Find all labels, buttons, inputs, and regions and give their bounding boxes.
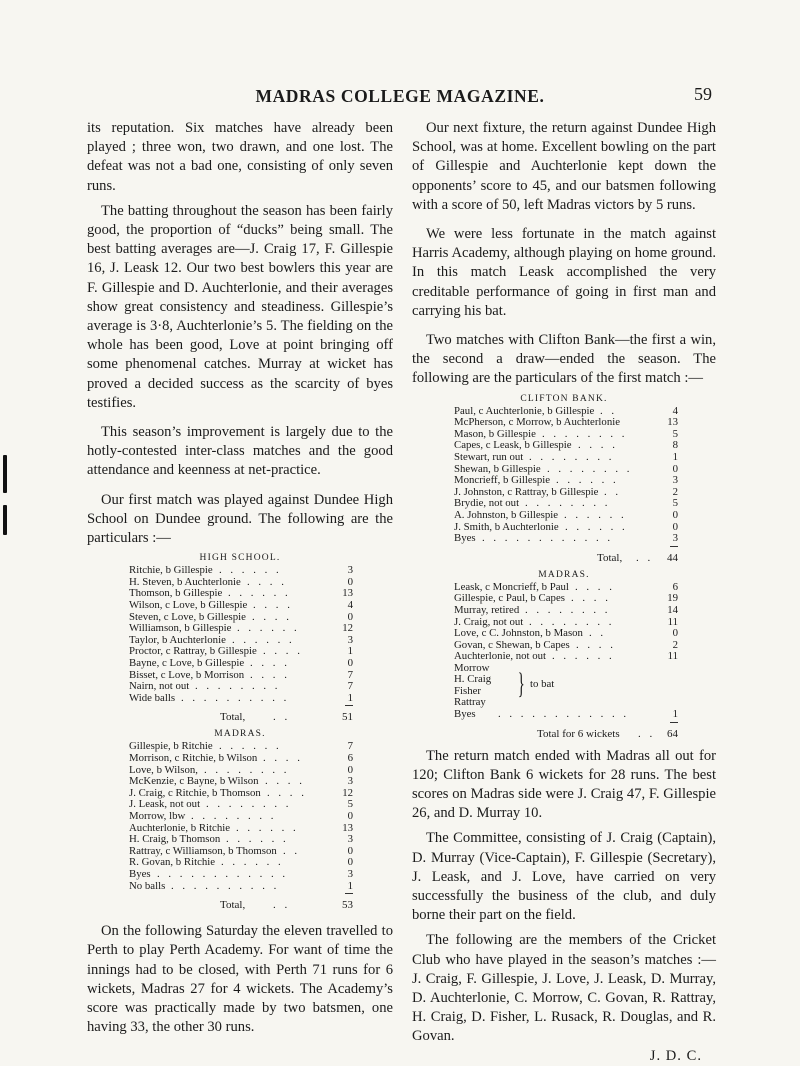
batsman-entry: A. Johnston, b Gillespie	[454, 508, 559, 521]
batsman-entry: J. Leask, not out	[129, 798, 201, 811]
batsman-entry: Auchterlonie, b Ritchie	[129, 821, 231, 834]
left-column	[87, 119, 393, 1037]
runs-value: 3	[347, 633, 353, 646]
runs-value: 19	[667, 592, 678, 605]
author-signature: J. D. C.	[649, 1047, 702, 1064]
runs-value: 7	[347, 668, 353, 681]
leader-dots: . . . .	[267, 786, 307, 799]
page-header	[0, 86, 800, 110]
leader-dots: . . . . . . . . . . . .	[482, 532, 614, 545]
scorecard-row	[412, 533, 716, 545]
leader-dots: . .	[604, 485, 622, 498]
runs-value: 1	[347, 645, 353, 658]
leader-dots: . . . .	[250, 657, 290, 670]
batsman-entry: Leask, c Moncrieff, b Paul	[454, 580, 569, 593]
leader-dots: . . . .	[265, 775, 305, 788]
leader-dots: . . . . . .	[221, 856, 284, 869]
scorecard-row	[412, 510, 716, 522]
leader-dots: . . . . . .	[228, 587, 291, 600]
scorecard-row: Byes . . . . . . . . . . . . 1	[454, 707, 678, 720]
magazine-title: MADRAS COLLEGE MAGAZINE.	[255, 86, 545, 106]
runs-value: 3	[347, 867, 353, 880]
batsman-entry: Williamson, b Gillespie	[129, 622, 232, 635]
leader-dots: . . . . . . . .	[525, 603, 611, 616]
leader-dots: . . . . . .	[232, 633, 295, 646]
batsman-entry: Wide balls	[129, 691, 176, 704]
scorecard-row	[412, 452, 716, 464]
runs-value: 2	[672, 638, 678, 651]
runs-value: 0	[672, 462, 678, 475]
leader-dots: . . . .	[571, 592, 611, 605]
runs-value: 5	[672, 497, 678, 510]
runs-value: 6	[347, 751, 353, 764]
batsman-entry: Gillespie, c Paul, b Capes	[454, 592, 565, 605]
scorecard-title: CLIFTON BANK.	[520, 393, 608, 404]
batsman-entry: J. Johnston, c Rattray, b Gillespie	[454, 485, 599, 498]
batsman-entry: Thomson, b Gillespie	[129, 587, 223, 600]
runs-value: 4	[347, 599, 353, 612]
leader-dots: . . . . . . . . . . . .	[157, 867, 289, 880]
leader-dots: . .	[600, 404, 618, 417]
leader-dots: . . . .	[578, 439, 618, 452]
runs-value: 2	[672, 485, 678, 498]
scorecard-madras-2	[412, 569, 716, 741]
batsman-entry: McPherson, c Morrow, b Auchterlonie	[454, 416, 621, 429]
paragraph: its reputation. Six matches have already been played ; three won, two drawn, and one lost. The defeat was not a bad one, consisting of only seven runs.	[87, 120, 393, 194]
runs-value: 11	[667, 650, 678, 663]
batsman-entry: Moncrieff, b Gillespie	[454, 474, 551, 487]
to-bat-name: Morrow	[454, 661, 490, 674]
leader-dots: . . . . . .	[219, 564, 282, 577]
scorecard-rows	[412, 582, 716, 663]
runs-value: 6	[672, 580, 678, 593]
batsman-entry: R. Govan, b Ritchie	[129, 856, 216, 869]
leader-dots: . . . .	[250, 668, 290, 681]
binding-mark-2	[3, 505, 7, 535]
batsman-entry: Paul, c Auchterlonie, b Gillespie	[454, 404, 595, 417]
leader-dots: . . . . . .	[237, 622, 300, 635]
batsman-entry: Morrison, c Ritchie, b Wilson	[129, 751, 258, 764]
runs-value: 0	[347, 657, 353, 670]
batsman-entry: H. Steven, b Auchterlonie	[129, 575, 241, 588]
paragraph: Our next fixture, the return against Dundee High School, was at home. Excellent bowling on the part of Gillespie and Auchterlonie kept down the opponents’ score to 45, and our batsmen following with a score of 50, left Madras victors by 5 runs.	[412, 120, 716, 213]
batsman-entry: Byes	[454, 532, 476, 545]
scorecard-madras-1	[87, 728, 393, 912]
paragraph: The batting throughout the season has been fairly good, the proportion of “ducks” being small. The best batting averages are—J. Craig 17, F. Gillespie 16, J. Leask 12. Our two best bowlers this year are F. Gillespie and D. Auchterlonie, and their averages show great consistency and steadiness. Gillespie’s average is 3·8, Auchterlonie’s 5. The fielding on the whole has been good, Love at point bringing off some phenomenal catches. Murray at wicket has proved a decided success as the scarcity of byes testifies.	[87, 202, 393, 411]
runs-value: 3	[347, 564, 353, 577]
paragraph: This season’s improvement is largely due to the hotly-contested inter-class matches and the good attendance and keenness at net-practice.	[87, 424, 393, 479]
scorecard-clifton-bank	[412, 393, 716, 565]
to-bat-group	[412, 663, 716, 709]
batsman-entry: Shewan, b Gillespie	[454, 462, 541, 475]
leader-dots: . . . . . .	[236, 821, 299, 834]
batsman-entry: Rattray, c Williamson, b Thomson	[129, 844, 277, 857]
scorecard-row	[87, 881, 393, 893]
leader-dots: . . . .	[263, 751, 303, 764]
leader-dots: . . . . . . . .	[529, 451, 615, 464]
batsman-entry: Murray, retired	[454, 603, 520, 616]
runs-value: 3	[347, 833, 353, 846]
paragraph: Our first match was played against Dundee High School on Dundee ground. The following are the particulars :—	[87, 491, 393, 547]
leader-dots: . . . . . . . . . .	[181, 691, 290, 704]
scorecard-row	[412, 605, 716, 617]
batsman-entry: Morrow, lbw	[129, 809, 186, 822]
runs-value: 4	[672, 404, 678, 417]
runs-value: 0	[347, 856, 353, 869]
scorecard-rows	[412, 406, 716, 545]
runs-value: 13	[342, 587, 353, 600]
leader-dots: . . . . . . . . . .	[171, 879, 280, 892]
binding-mark-1	[3, 455, 7, 493]
leader-dots: . . . .	[263, 645, 303, 658]
scorecard-row	[87, 869, 393, 881]
runs-value: 14	[667, 603, 678, 616]
scorecard-row	[87, 658, 393, 670]
leader-dots: . . . . . .	[565, 520, 628, 533]
scorecard-total: Total, . . 44	[597, 551, 678, 564]
runs-value: 0	[347, 575, 353, 588]
leader-dots: . . . .	[575, 580, 615, 593]
paragraph: The Committee, consisting of J. Craig (Captain), D. Murray (Vice-Captain), F. Gillespie (Secretary), J. Leask, and J. Love, have carried on very successfully the business of the club, and duly borne their part on the field.	[412, 830, 716, 924]
runs-value: 1	[347, 879, 353, 892]
leader-dots: . . . . . . . .	[529, 615, 615, 628]
batsman-entry: J. Smith, b Auchterlonie	[454, 520, 559, 533]
runs-value: 3	[347, 775, 353, 788]
leader-dots: . . . . . . . .	[191, 809, 277, 822]
leader-dots: . . . . . .	[226, 833, 289, 846]
scorecard-row	[412, 628, 716, 640]
batsman-entry: J. Craig, not out	[454, 615, 524, 628]
scorecard-row	[87, 753, 393, 765]
batsman-entry: Gillespie, b Ritchie	[129, 740, 213, 753]
batsman-entry: Capes, c Leask, b Gillespie	[454, 439, 572, 452]
leader-dots: . . . .	[253, 599, 293, 612]
runs-value: 3	[672, 532, 678, 545]
scorecard-title: MADRAS.	[214, 729, 266, 740]
runs-value: 7	[347, 680, 353, 693]
batsman-entry: Stewart, run out	[454, 451, 524, 464]
leader-dots: . . . . . .	[552, 650, 615, 663]
scorecard-high-school	[87, 552, 393, 724]
leader-dots: . . . . . . . .	[542, 427, 628, 440]
batsman-entry: Nairn, not out	[129, 680, 190, 693]
leader-dots: . .	[589, 627, 607, 640]
runs-value: 7	[347, 740, 353, 753]
batsman-entry: No balls	[129, 879, 166, 892]
to-bat-name: Fisher	[454, 684, 481, 697]
runs-value: 8	[672, 439, 678, 452]
paragraph: The return match ended with Madras all out for 120; Clifton Bank 6 wickets for 28 runs. The best scores on Madras side were J. Craig 47, F. Gillespie 26, and D. Murray 10.	[412, 747, 716, 822]
batsman-entry: Auchterlonie, not out	[454, 650, 547, 663]
brace-icon: }	[517, 666, 525, 700]
runs-value: 11	[667, 615, 678, 628]
runs-value: 0	[672, 508, 678, 521]
batsman-entry: Ritchie, b Gillespie	[129, 564, 213, 577]
scorecard-total: Total for 6 wickets . . 64	[537, 727, 678, 740]
runs-value: 0	[347, 809, 353, 822]
batsman-entry: Govan, c Shewan, b Capes	[454, 638, 570, 651]
batsman-entry: Love, b Wilson,	[129, 763, 198, 776]
scorecard-title: MADRAS.	[538, 569, 590, 580]
right-column	[412, 119, 716, 1066]
paragraph: The following are the members of the Cricket Club who have played in the season’s matches :— J. Craig, F. Gillespie, J. Love, J. Leask, D. Murray, D. Auchterlonie, C. Morrow, C. Govan, R. Rattray, H. Craig, D. Fisher, L. Rusack, R. Douglas, and R. Govan.	[412, 932, 716, 1045]
batsman-entry: Wilson, c Love, b Gillespie	[129, 599, 248, 612]
scorecard-rows	[87, 741, 393, 892]
runs-value: 1	[672, 451, 678, 464]
page-number: 59	[694, 84, 712, 104]
leader-dots: . . . . . . . .	[547, 462, 633, 475]
scorecard-total: Total, . . 53	[220, 899, 353, 912]
scorecard-rows	[87, 565, 393, 704]
leader-dots: . . . . . .	[219, 740, 282, 753]
leader-dots: . . . . . . . .	[206, 798, 292, 811]
leader-dots: . . . . . . . .	[195, 680, 281, 693]
runs-value: 0	[347, 610, 353, 623]
scorecard-row	[87, 600, 393, 612]
to-bat-label: to bat	[530, 677, 555, 690]
batsman-entry: Taylor, b Auchterlonie	[129, 633, 226, 646]
batsman-entry: H. Craig, b Thomson	[129, 833, 221, 846]
leader-dots: . .	[283, 844, 301, 857]
runs-value: 0	[672, 520, 678, 533]
batsman-entry: Mason, b Gillespie	[454, 427, 536, 440]
leader-dots: . . . .	[576, 638, 616, 651]
runs-value: 0	[672, 627, 678, 640]
runs-value: 1	[347, 691, 353, 704]
runs-value: 5	[347, 798, 353, 811]
batsman-entry: Proctor, c Rattray, b Gillespie	[129, 645, 257, 658]
leader-dots: . . . .	[252, 610, 292, 623]
paragraph: On the following Saturday the eleven travelled to Perth to play Perth Academy. For want of time the innings had to be closed, with Perth 71 runs for 6 wickets, Madras 27 for 4 wickets. The Academy’s score was practically made by two batsmen, one having 33, the other 30 runs.	[87, 923, 393, 1036]
batsman-entry: Bisset, c Love, b Morrison	[129, 668, 245, 681]
scorecard-title: HIGH SCHOOL.	[199, 553, 281, 564]
batsman-entry: Love, c C. Johnston, b Mason	[454, 627, 583, 640]
batsman-entry: Steven, c Love, b Gillespie	[129, 610, 246, 623]
batsman-entry: Brydie, not out	[454, 497, 520, 510]
batsman-entry: Byes	[129, 867, 151, 880]
runs-value: 0	[347, 844, 353, 857]
runs-value: 3	[672, 474, 678, 487]
runs-value: 5	[672, 427, 678, 440]
to-bat-name: H. Craig	[454, 673, 492, 686]
leader-dots: . . . .	[247, 575, 287, 588]
runs-value: 12	[342, 622, 353, 635]
scorecard-total: Total, . . 51	[220, 711, 353, 724]
runs-value: 12	[342, 786, 353, 799]
batsman-entry: Bayne, c Love, b Gillespie	[129, 657, 245, 670]
leader-dots: . . . . . .	[556, 474, 619, 487]
paragraph: Two matches with Clifton Bank—the first a win, the second a draw—ended the season. The following are the particulars of the first match :—	[412, 332, 716, 387]
scorecard-row	[87, 811, 393, 823]
batsman-entry: McKenzie, c Bayne, b Wilson	[129, 775, 259, 788]
runs-value: 0	[347, 763, 353, 776]
to-bat-name: Rattray	[454, 696, 486, 709]
scorecard-row	[87, 693, 393, 705]
paragraph: We were less fortunate in the match against Harris Academy, although playing on home ground. In this match Leask accomplished the very creditable performance of going in first man and carrying his bat.	[412, 226, 716, 319]
leader-dots: . . . . . .	[564, 508, 627, 521]
leader-dots: . . . . . . . .	[525, 497, 611, 510]
runs-value: 13	[342, 821, 353, 834]
batsman-entry: J. Craig, c Ritchie, b Thomson	[129, 786, 261, 799]
runs-value: 13	[667, 416, 678, 429]
scorecard-row	[87, 834, 393, 846]
leader-dots: . . . . . . . .	[204, 763, 290, 776]
